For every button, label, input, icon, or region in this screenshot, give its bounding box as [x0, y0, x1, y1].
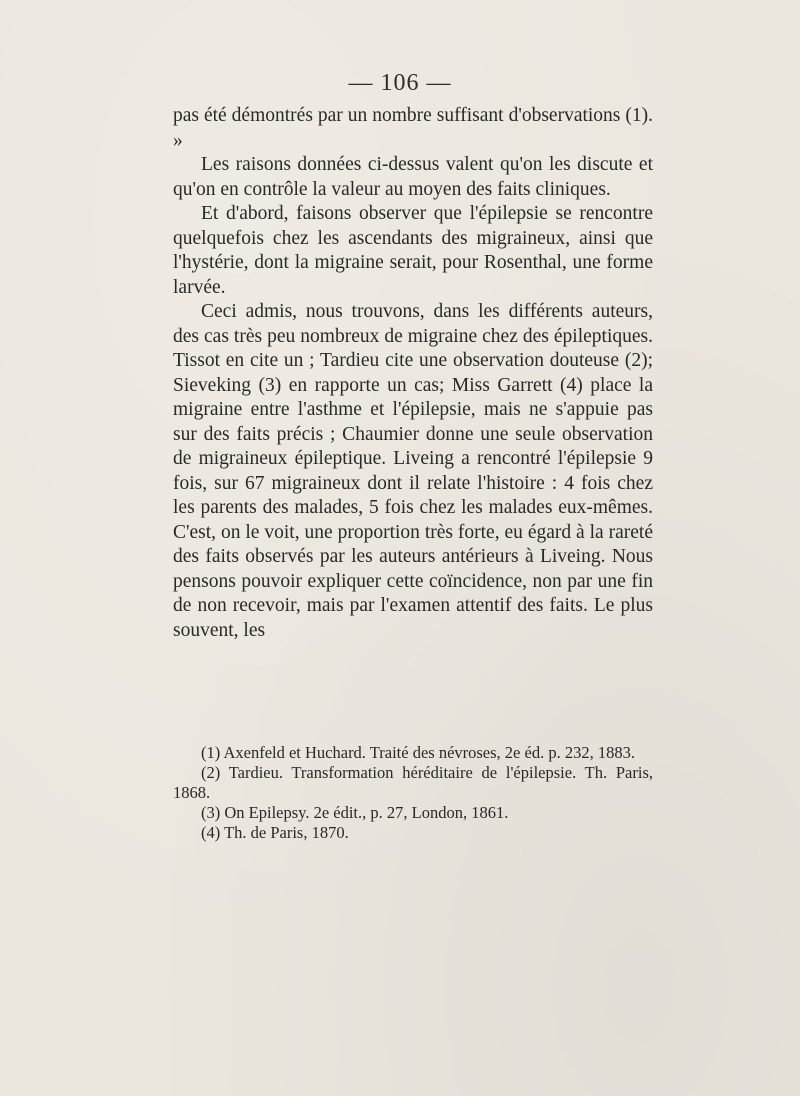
- footnote-4: (4) Th. de Paris, 1870.: [201, 823, 349, 842]
- paragraph-4: Ceci admis, nous trouvons, dans les différents auteurs, des cas très peu nombreux de migraine chez des épileptiques. Tissot en cite un ; Tardieu cite une observation douteuse (2); Sieveking (3) en rapporte un cas; Miss Garrett (4) place la migraine entre l'asthme et l'épilepsie, mais ne s'appuie pas sur des faits précis ; Chaumier donne une seule observation de migraineux épileptique. Liveing a rencontré l'épilepsie 9 fois, sur 67 migraineux dont il relate l'histoire : 4 fois chez les parents des malades, 5 fois chez les malades eux-mêmes. C'est, on le voit, une proportion très forte, eu égard à la rareté des faits observés par les auteurs antérieurs à Liveing. Nous pensons pouvoir expliquer cette coïncidence, non par une fin de non recevoir, mais par l'examen attentif des faits. Le plus souvent, les: [173, 301, 653, 641]
- footnote-2: (2) Tardieu. Transformation héréditaire de l'épilepsie. Th. Paris, 1868.: [173, 763, 653, 802]
- footnote-1: (1) Axenfeld et Huchard. Traité des névroses, 2e éd. p. 232, 1883.: [201, 743, 635, 762]
- paragraph-3: Et d'abord, faisons observer que l'épilepsie se rencontre quelquefois chez les ascendants des migraineux, ainsi que l'hystérie, dont la migraine serait, pour Rosenthal, une forme larvée.: [173, 203, 653, 298]
- footnote-3: (3) On Epilepsy. 2e édit., p. 27, London, 1861.: [201, 803, 509, 822]
- paragraph-2: Les raisons données ci-dessus valent qu'on les discute et qu'on en contrôle la valeur au moyen des faits cliniques.: [173, 154, 653, 200]
- page-number: — 106 —: [348, 70, 452, 96]
- main-text: [173, 104, 653, 643]
- paragraph-1: pas été démontrés par un nombre suffisant d'observations (1). »: [173, 105, 653, 151]
- footnotes: [173, 743, 653, 843]
